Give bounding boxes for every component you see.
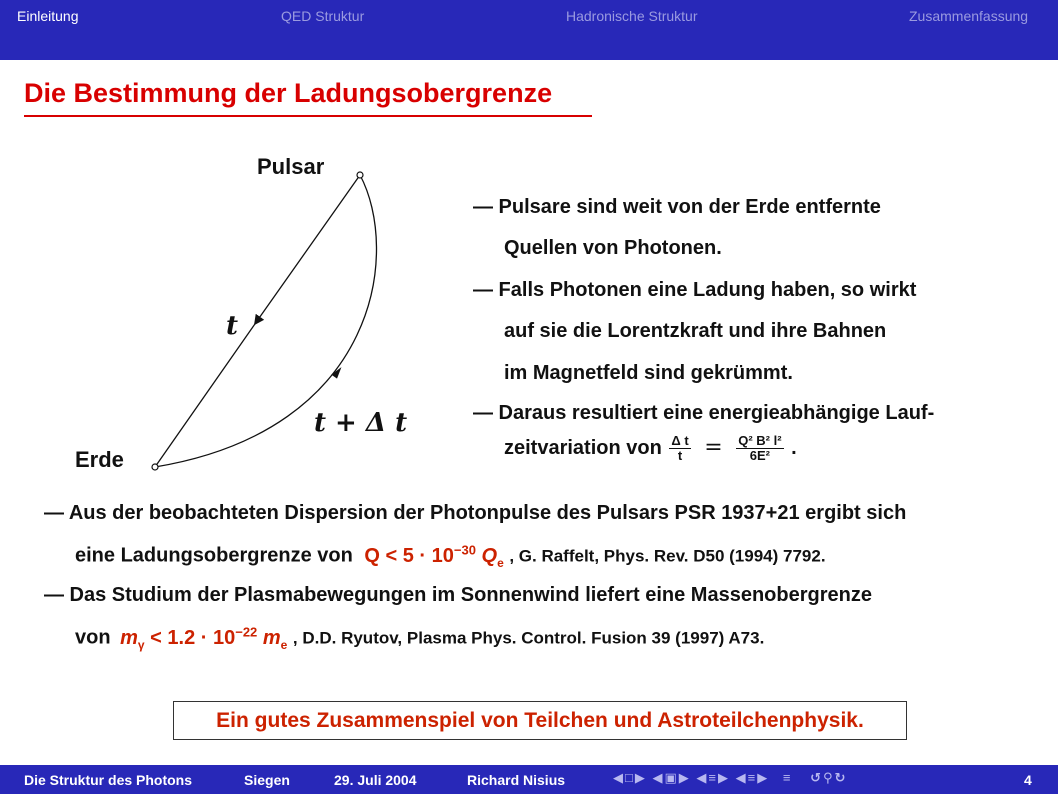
nav-search-icon[interactable]: ⚲ — [822, 770, 835, 785]
bullet-line-2: Quellen von Photonen. — [504, 237, 722, 259]
footer-date: 29. Juli 2004 — [334, 772, 417, 788]
dispersion-bullet: — Aus der beobachteten Dispersion der Photonpulse des Pulsars PSR 1937+21 ergibt sich — [44, 502, 907, 524]
nav-document-icon[interactable]: ≡ — [782, 770, 793, 785]
fraction-delta-t-over-t: $\frac{\text{Δ t}}{t}$ — [671, 433, 689, 463]
nav-prev-frame-icon[interactable]: ◀ — [613, 770, 625, 785]
bullet-line-3: — Falls Photonen eine Ladung haben, so wirkt — [473, 279, 917, 301]
nav-prev-slide-icon[interactable]: ◀ — [652, 770, 665, 785]
nav-item-einleitung[interactable]: Einleitung — [17, 8, 79, 24]
raffelt-reference: , G. Raffelt, Phys. Rev. D50 (1994) 7792. — [509, 546, 826, 566]
charge-limit-math: $Q < 5 \cdot 10^{-30}$ $Q_e$ — [364, 542, 504, 570]
pulsar-point — [357, 172, 363, 178]
conclusion-box: Ein gutes Zusammenspiel von Teilchen und Astroteilchenphysik. — [173, 701, 907, 740]
fraction-charge-expression: $\frac{\text{Q² B² l²}}{\text{6E²}}$ — [738, 433, 782, 463]
nav-item-hadronische-struktur[interactable]: Hadronische Struktur — [566, 8, 698, 24]
equals-sign: = — [704, 434, 723, 460]
nav-frame-icon[interactable]: □ — [625, 770, 635, 785]
footer-page-number: 4 — [1024, 772, 1032, 788]
nav-item-zusammenfassung[interactable]: Zusammenfassung — [909, 8, 1029, 24]
earth-label: Erde — [75, 447, 124, 472]
curved-path-label: t + Δ t — [314, 408, 408, 438]
nav-item-qed-struktur[interactable]: QED Struktur — [281, 8, 365, 24]
bullet-line-6: — Daraus resultiert eine energieabhängige Lauf- — [473, 402, 935, 424]
mass-limit-line: von $m_\gamma < 1.2 \cdot 10^{-22}$ $m_e$ , D.D. Ryutov, Plasma Phys. Control. Fusion 39 (1997) A73. — [75, 624, 765, 652]
nav-forward-icon[interactable]: ↻ — [834, 770, 848, 785]
nav-next-subsection-icon[interactable]: ▶ — [718, 770, 730, 785]
straight-path-label: t — [226, 311, 239, 341]
nav-subsection-icon[interactable]: ≡ — [708, 770, 718, 785]
footer-author: Richard Nisius — [467, 772, 566, 788]
bullet-line-1: — Pulsare sind weit von der Erde entfernte — [473, 196, 881, 218]
nav-next-section-icon[interactable]: ▶ — [757, 770, 770, 785]
nav-back-icon[interactable]: ↺ — [810, 770, 823, 785]
formula-prefix: zeitvariation von — [504, 436, 662, 459]
bullet-line-5: im Magnetfeld sind gekrümmt. — [504, 362, 793, 384]
nav-next-slide-icon[interactable]: ▶ — [678, 770, 691, 785]
straight-path-arrow — [257, 175, 360, 321]
nav-prev-section-icon[interactable]: ◀ — [735, 770, 748, 785]
formula-period: . — [791, 436, 797, 459]
bullet-line-4: auf sie die Lorentzkraft und ihre Bahnen — [504, 320, 887, 342]
plasma-bullet: — Das Studium der Plasmabewegungen im Sonnenwind liefert eine Massenobergrenze — [44, 584, 872, 606]
nav-prev-subsection-icon[interactable]: ◀ — [696, 770, 709, 785]
footer-place: Siegen — [244, 772, 290, 788]
ryutov-reference: , D.D. Ryutov, Plasma Phys. Control. Fusion 39 (1997) A73. — [292, 628, 765, 648]
formula-line — [504, 434, 797, 463]
charge-limit-line: eine Ladungsobergrenze von $Q < 5 \cdot 10^{-30}$ $Q_e$ , G. Raffelt, Phys. Rev. D50 (1994) 7792. — [75, 542, 826, 570]
straight-path — [155, 321, 257, 467]
nav-slide-icon[interactable]: ▣ — [664, 770, 679, 785]
nav-section-icon[interactable]: ≡ — [747, 770, 758, 785]
earth-point — [152, 464, 158, 470]
nav-next-frame-icon[interactable]: ▶ — [634, 770, 647, 785]
navigation-controls — [613, 770, 847, 786]
title-underline — [24, 115, 592, 117]
slide-title: Die Bestimmung der Ladungsobergrenze — [24, 78, 553, 108]
footer-title: Die Struktur des Photons — [24, 772, 193, 788]
footer-bar — [0, 765, 1058, 794]
top-navigation-bar — [0, 0, 1058, 60]
pulsar-label: Pulsar — [257, 154, 325, 179]
mass-limit-math: $m_\gamma < 1.2 \cdot 10^{-22}$ $m_e$ — [120, 624, 288, 652]
